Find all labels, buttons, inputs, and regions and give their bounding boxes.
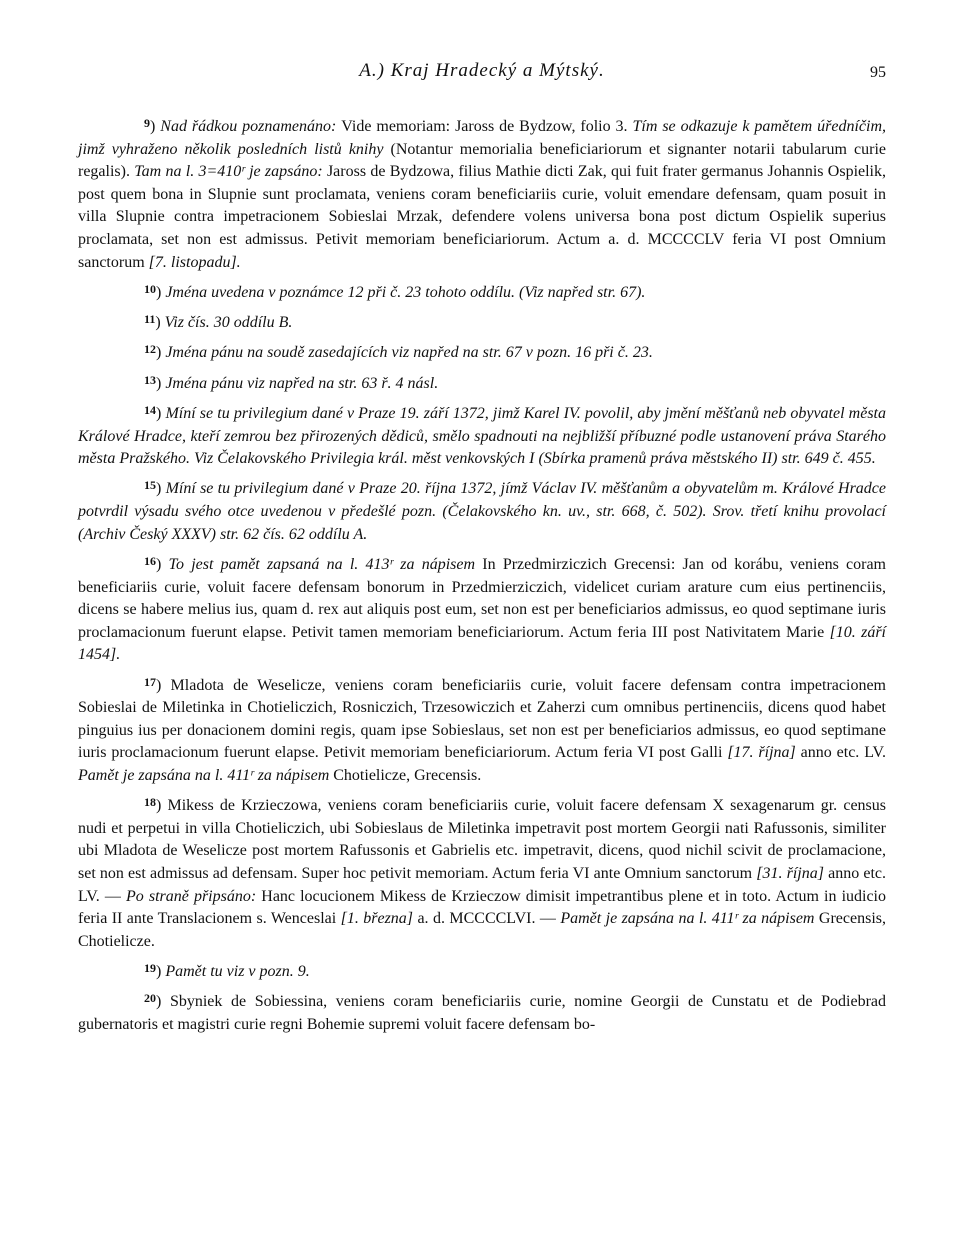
footnote-italic-text: Viz čís. 30 oddílu B. [164,314,293,332]
footnote-italic-text: [17. října] [727,744,801,762]
footnote-number-paren: ) [150,118,161,135]
footnote-number-paren: ) [156,283,166,301]
footnote-text: Mikess de Krzieczowa, veniens coram beneficiariis curie, voluit facere defensam X sexagenarum gr. census nudi et perpetui in villa Chotieliczich, ubi Sobieslaus de Miletinka impetravit post mortem Georgii nati Rafussonis, similiter ubi Mladota de Weselicze post mortem Rafussonis et Gabrielis etc. impetravit, dicens, quod nichil scivit de proclamacione, set non est admissus ad defensam. Super hoc petivit memoriam. Actum feria VI ante Omnium sanctorum [78,797,887,882]
footnote-text: Sbyniek de Sobiessina, veniens coram beneficiariis curie, nomine Georgii de Cunstatu et de Podiebrad gubernatoris et magistri curie regni Bohemie supremi voluit facere defensam bo- [78,993,887,1033]
footnote-text: Jaross de Bydzowa, filius Mathie dicti Zak, qui fuit frater germanus Johannis Ospielik, post quem bona in Slupnie sunt proclamata, veniens coram beneficiariis curie, voluit emendare defensam, quam posuit in villa Slupnie contra impetracionem Sobieslai Mrzak, defendere volens universa bona post dictum Ospielik superius proclamata, set non est admissus. Petivit memoriam beneficiariorum. Actum a. d. MCCCCLV feria VI post Omnium sanctorum [78,163,887,271]
footnote-11 [78,308,886,335]
footnote-number-paren: ) [156,797,168,815]
footnote-text: Mladota de Weselicze, veniens coram beneficiariis curie, voluit facere defensam contra impetracionem Sobieslai de Miletinka in Chotieliczich, Rosniczich, Trzesowiczich et Zaherzi cum omnibus pertinenciis, dicens quod habet pinguius ius per donacionem domini regis, quam ipse Sobieslaus, set non est per beneficiarios admissus, eo quod septimane iuris proclamacionum fuerunt elapse. Petivit memoriam beneficiariorum. Actum feria VI post Galli [78,676,886,762]
footnote-italic-text: [31. října] [756,865,829,882]
footnote-number-paren: ) [156,344,166,362]
footnote-italic-text: [7. listopadu]. [148,253,241,271]
footnote-16 [78,550,886,667]
page-number: 95 [870,64,886,81]
footnote-number: 15 [144,478,156,493]
footnote-number-paren: ) [156,993,170,1011]
footnote-15 [78,474,886,546]
footnote-number-paren: ) [156,374,166,392]
footnote-italic-text: [1. března] [340,910,418,928]
footnote-italic-text: Tam na l. 3=410ʳ je zapsáno: [134,163,327,181]
footnote-italic-text: Jména pánu viz napřed na str. 63 ř. 4 násl. [165,374,439,392]
footnote-italic-text: Nad řádkou poznamenáno: [160,118,342,135]
footnote-text: (Notantur memorialia beneficiariorum et signanter notarii tabularum curie regalis). [78,140,886,181]
footnote-number-paren: ) [156,480,166,498]
footnote-number-paren: ) [156,963,166,981]
footnote-20 [78,987,886,1036]
footnote-text: Vide memoriam: Jaross de Bydzow, folio 3. [341,118,633,135]
footnote-text: anno etc. LV. [800,744,886,762]
footnote-italic-text: Jména uvedena v poznámce 12 při č. 23 tohoto oddílu. (Viz napřed str. 67). [165,283,646,301]
footnote-italic-text: Míní se tu privilegium dané v Praze 20. října 1372, jímž Václav IV. měšťanům a obyvatelům m. Králové Hradce potvrdil výsadu svého otce uvedenou v předešlé pozn. (Čelakovského kn. uv., str. 668, č. 502). Srov. třetí knihu provolací (Archiv Český XXXV) str. 62 čís. 62 oddílu A. [78,480,886,543]
footnote-italic-text: Tím se odkazuje k pamětem úředníčim, jimž vyhraženo několik posledních listů knihy [78,118,887,158]
footnote-number: 20 [144,991,156,1006]
footnote-text: anno etc. LV. — [78,865,886,905]
running-header [78,60,886,88]
footnote-number: 13 [144,372,156,387]
footnote-italic-text: To jest pamět zapsaná na l. 413ʳ za nápisem [168,555,483,573]
footnote-text: a. d. MCCCCLVI. — [417,910,561,928]
footnote-number: 14 [144,402,156,417]
footnote-text: Hanc locucionem Mikess de Krzieczow dimisit impetrantibus plene et in toto. Actum in iudicio feria II ante Translacionem s. Wenceslai [78,887,887,928]
footnote-number-paren: ) [156,555,169,573]
footnote-number: 11 [144,312,156,327]
footnote-9 [78,112,886,274]
footnote-number: 9 [144,116,150,130]
footnote-text: In Przedmirziczich Grecensi: Jan od korábu, veniens coram beneficiariis curie, voluit facere defensam bonorum in Przedmierziczich, videlicet curiam arature cum eius pertinenciis, dicens se habere melius ius, quam d. rex aut aliquis post eum, set non est per beneficiarios admissus, eo quod septimane iuris proclamacionum fuerunt elapse. Petivit tamen memoriam beneficiariorum. Actum feria III post Nativitatem Marie [78,555,886,641]
footnote-19 [78,957,886,984]
footnote-number: 19 [144,961,156,976]
footnotes-body [78,112,886,1040]
footnote-italic-text: Po straně připsáno: [125,887,262,905]
footnote-18 [78,791,886,953]
footnote-number: 16 [144,553,156,568]
footnote-12 [78,338,886,365]
footnote-17 [78,671,886,788]
footnote-number: 17 [144,674,156,689]
footnote-13 [78,369,886,396]
footnote-10 [78,278,886,305]
footnote-italic-text: Pamět je zapsána na l. 411ʳ za nápisem [78,766,334,784]
footnote-number: 10 [144,281,156,296]
footnote-number: 18 [144,795,156,810]
footnote-number: 12 [144,342,156,357]
footnote-italic-text: Míní se tu privilegium dané v Praze 19. září 1372, jimž Karel IV. povolil, aby jmění měšťanů neb obyvatel města Králové Hradce, kteří zemrou bez přirozených dědiců, smělo spadnouti na nejbližší příbuzné podle ustanovení práva Starého města Pražského. Viz Čelakovského Privilegia král. měst venkovských I (Sbírka pramenů práva městského II) str. 649 č. 455. [78,404,886,468]
footnote-italic-text: Pamět tu viz v pozn. 9. [165,963,310,981]
footnote-text: Chotielicze, Grecensis. [333,766,482,784]
footnote-italic-text: Jména pánu na soudě zasedajících viz napřed na str. 67 v pozn. 16 při č. 23. [165,344,653,362]
footnote-number-paren: ) [156,676,171,694]
footnote-number-paren: ) [156,404,166,422]
footnote-text: Grecensis, Chotielicze. [78,910,886,950]
footnote-14 [78,399,886,471]
running-title: A.) Kraj Hradecký a Mýtský. [359,60,605,81]
footnote-italic-text: [10. září 1454]. [78,623,887,664]
footnote-number-paren: ) [155,314,165,332]
footnote-italic-text: Pamět je zapsána na l. 411ʳ za nápisem [560,910,819,928]
